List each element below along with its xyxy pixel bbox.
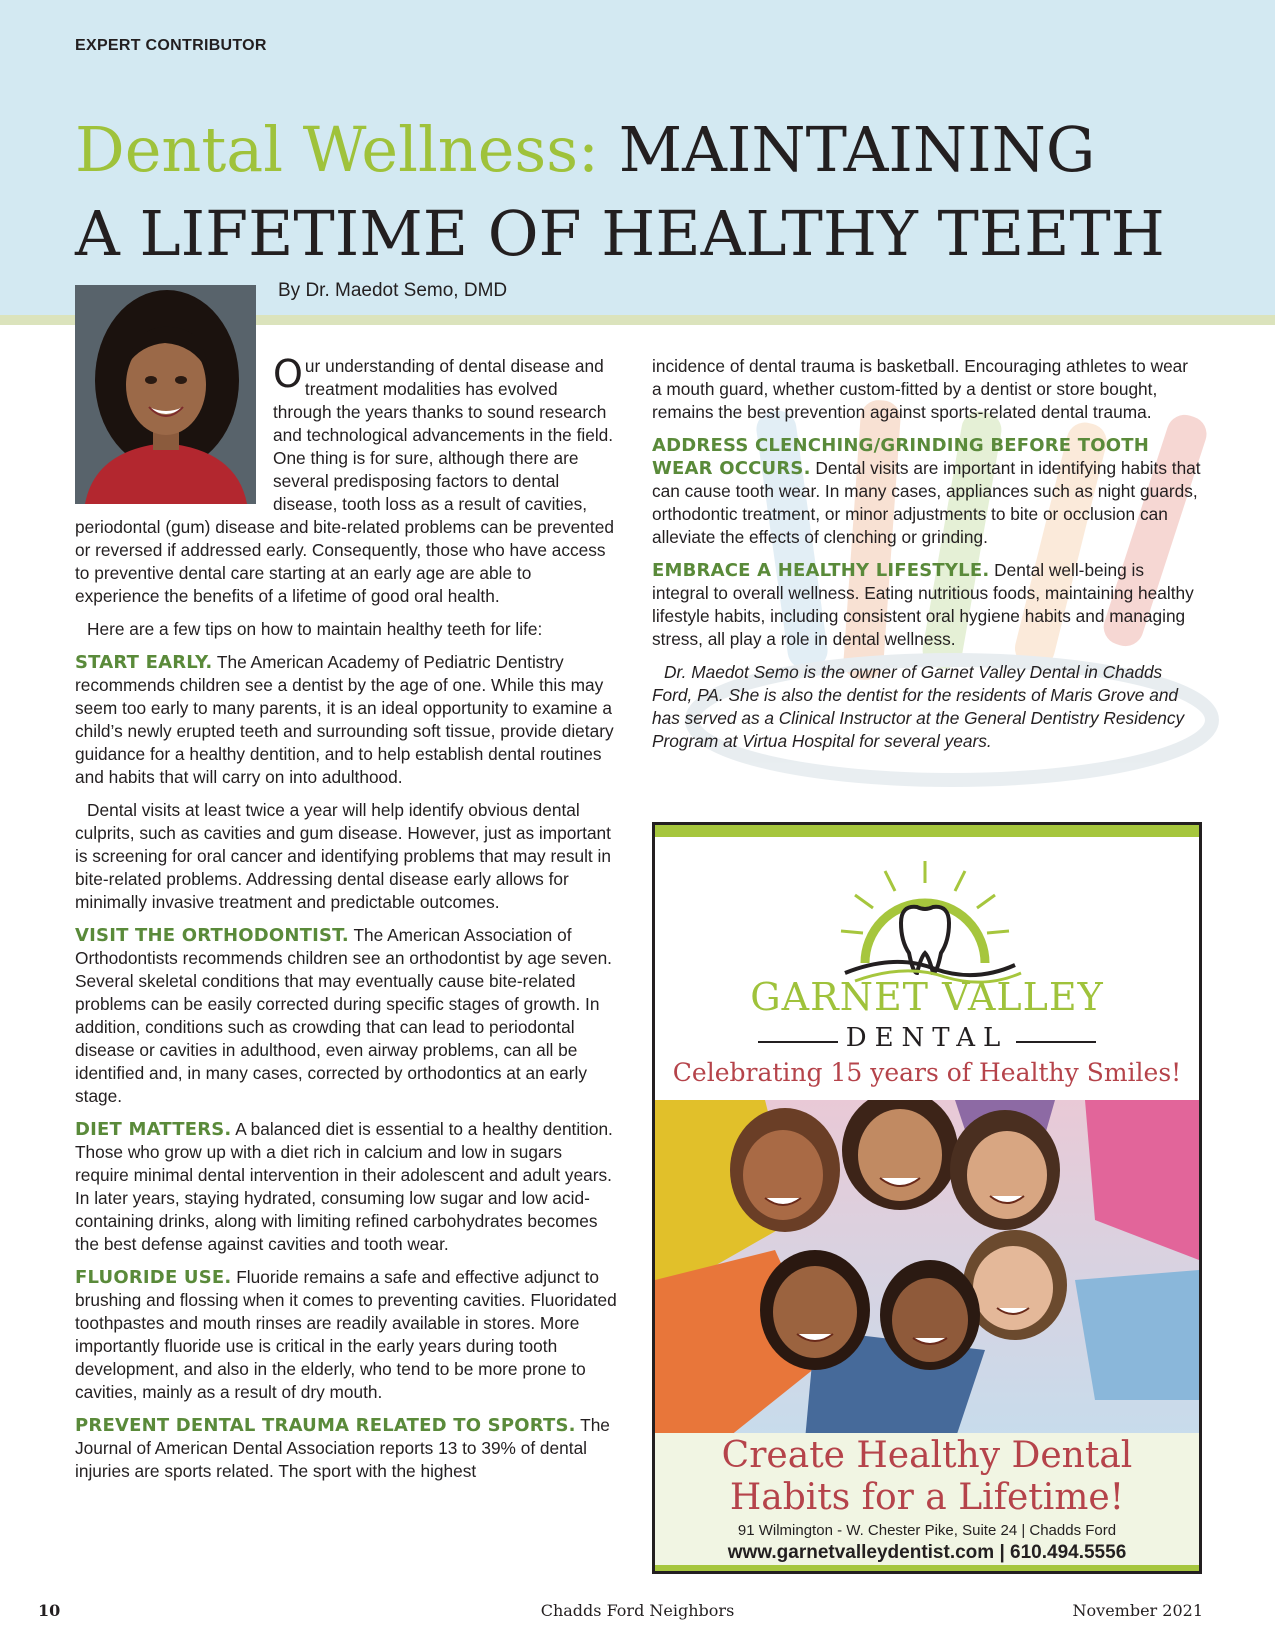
ad-address: 91 Wilmington - W. Chester Pike, Suite 24 | Chadds Ford bbox=[737, 1522, 1117, 1539]
section-text: The Journal of American Dental Association reports 13 to 39% of dental injuries are sports related. The sport with the highest bbox=[75, 1415, 610, 1481]
article-title bbox=[75, 108, 1225, 276]
section-sports bbox=[75, 1414, 620, 1483]
section-fluoride bbox=[75, 1266, 620, 1404]
section-text: Dental well-being is integral to overall wellness. Eating nutritious foods, maintaining healthy lifestyle habits, including consistent oral hygiene habits and managing stress, all play a role in dental wellness. bbox=[652, 560, 1194, 649]
photo-wrap-space bbox=[75, 355, 273, 505]
section-heading: PREVENT DENTAL TRAUMA RELATED TO SPORTS. bbox=[75, 1415, 576, 1436]
section-heading: VISIT THE ORTHODONTIST. bbox=[75, 925, 349, 946]
section-text: The American Academy of Pediatric Dentistry recommends children see a dentist by the age of one. While this may seem too early to many parents, it is an ideal opportunity to examine a child’s newly erupted teeth and surrounding soft tissue, provide dietary guidance for a healthy dentition, and to help establish dental routines and habits that will carry on into adulthood. bbox=[75, 652, 614, 787]
intro-paragraph bbox=[75, 352, 620, 608]
section-heading: EMBRACE A HEALTHY LIFESTYLE. bbox=[652, 560, 990, 581]
title-dark-line2: A LIFETIME OF HEALTHY TEETH bbox=[75, 197, 1165, 270]
title-green: Dental Wellness: bbox=[75, 113, 599, 186]
section-text: Dental visits at least twice a year will help identify obvious dental culprits, such as cavities and gum disease. However, just as important is screening for oral cancer and identifying problems that may result in bite-related problems. Addressing dental disease early allows for minimally invasive treatment and predictable outcomes. bbox=[75, 800, 611, 912]
section-dental-visits bbox=[75, 799, 620, 914]
section-orthodontist bbox=[75, 924, 620, 1108]
ad-brand-name: GARNET VALLEY bbox=[750, 975, 1104, 1019]
ad-tagline: Celebrating 15 years of Healthy Smiles! bbox=[672, 1058, 1182, 1087]
ad-brand-sub: DENTAL bbox=[845, 1023, 1009, 1053]
byline: By Dr. Maedot Semo, DMD bbox=[278, 280, 508, 301]
section-start-early bbox=[75, 651, 620, 789]
section-heading: START EARLY. bbox=[75, 652, 213, 673]
section-heading: FLUORIDE USE. bbox=[75, 1267, 232, 1288]
divider bbox=[758, 1041, 838, 1043]
section-label: EXPERT CONTRIBUTOR bbox=[75, 37, 267, 54]
article-column-1 bbox=[75, 352, 620, 1493]
ad-cta bbox=[655, 1435, 1199, 1519]
ad-bottom-bar bbox=[655, 1565, 1199, 1571]
section-text: Dental visits are important in identifying habits that can cause tooth wear. In many cases, appliances such as night guards, orthodontic treatment, or minor adjustments to bite or occlusion can alleviate the effects of clenching or grinding. bbox=[652, 458, 1201, 547]
title-dark-line1: MAINTAINING bbox=[598, 113, 1096, 186]
divider bbox=[1016, 1041, 1096, 1043]
article-column-2 bbox=[652, 355, 1202, 763]
garnet-valley-ad[interactable] bbox=[652, 822, 1202, 1574]
page-number: 10 bbox=[38, 1601, 61, 1620]
section-text: Fluoride remains a safe and effective adjunct to brushing and flossing when it comes to preventing cavities. Fluoridated toothpastes and mouth rinses are readily available in stores. More importantly fluoride use is critical in the early years during tooth development, and also in the elderly, who tend to be more prone to cavities, mainly as a result of dry mouth. bbox=[75, 1267, 617, 1402]
sports-continuation: incidence of dental trauma is basketball. Encouraging athletes to wear a mouth guard, whether custom-fitted by a dentist or store bought, remains the best prevention against sports-related dental trauma. bbox=[652, 356, 1189, 422]
ad-cta-line1: Create Healthy Dental bbox=[721, 1435, 1133, 1476]
section-text: A balanced diet is essential to a healthy dentition. Those who grow up with a diet rich in calcium and low in sugars require minimal dental intervention in their adolescent and adult years. In later years, staying hydrated, consuming low sugar and low acid-containing drinks, along with limiting refined carbohydrates becomes the best defense against cavities and tooth wear. bbox=[75, 1119, 613, 1254]
tips-intro: Here are a few tips on how to maintain healthy teeth for life: bbox=[87, 619, 543, 639]
section-lifestyle bbox=[652, 559, 1202, 651]
section-clenching bbox=[652, 434, 1202, 549]
author-bio: Dr. Maedot Semo is the owner of Garnet Valley Dental in Chadds Ford, PA. She is also the dentist for the residents of Maris Grove and has served as a Clinical Instructor at the General Dentistry Residency Program at Virtua Hospital for several years. bbox=[652, 662, 1185, 751]
ad-cta-line2: Habits for a Lifetime! bbox=[729, 1477, 1125, 1518]
intro-text: ur understanding of dental disease and treatment modalities has evolved through the years thanks to sound research and technological advancements in the field. One thing is for sure, although there are several predisposing factors to dental disease, tooth loss as a result of cavities, periodontal (gum) disease and bite-related problems can be prevented or reversed if addressed early. Consequently, those who have access to preventive dental care starting at an early age are able to experience the benefits of a lifetime of good oral health. bbox=[75, 356, 614, 606]
issue-date: November 2021 bbox=[1072, 1601, 1203, 1620]
children-circle-photo bbox=[655, 1100, 1199, 1440]
drop-cap: O bbox=[273, 352, 303, 396]
section-heading: DIET MATTERS. bbox=[75, 1119, 232, 1140]
ad-contact-link[interactable]: www.garnetvalleydentist.com | 610.494.5556 bbox=[727, 1542, 1127, 1563]
section-diet bbox=[75, 1118, 620, 1256]
ad-top-bar bbox=[655, 825, 1199, 837]
section-heading: ADDRESS CLENCHING/GRINDING BEFORE TOOTH WEAR OCCURS. bbox=[652, 435, 1149, 479]
publication-name: Chadds Ford Neighbors bbox=[540, 1601, 735, 1620]
section-text: The American Association of Orthodontists recommends children see an orthodontist by age seven. Several skeletal conditions that may eventually cause bite-related problems can be easily corrected during specific stages of growth. In addition, conditions such as crowding that can lead to periodontal disease or cavities in adulthood, even airway problems, can all be identified and, in many cases, corrected by orthodontics at an early stage. bbox=[75, 925, 612, 1106]
ad-brand-sub-row bbox=[655, 1023, 1199, 1053]
